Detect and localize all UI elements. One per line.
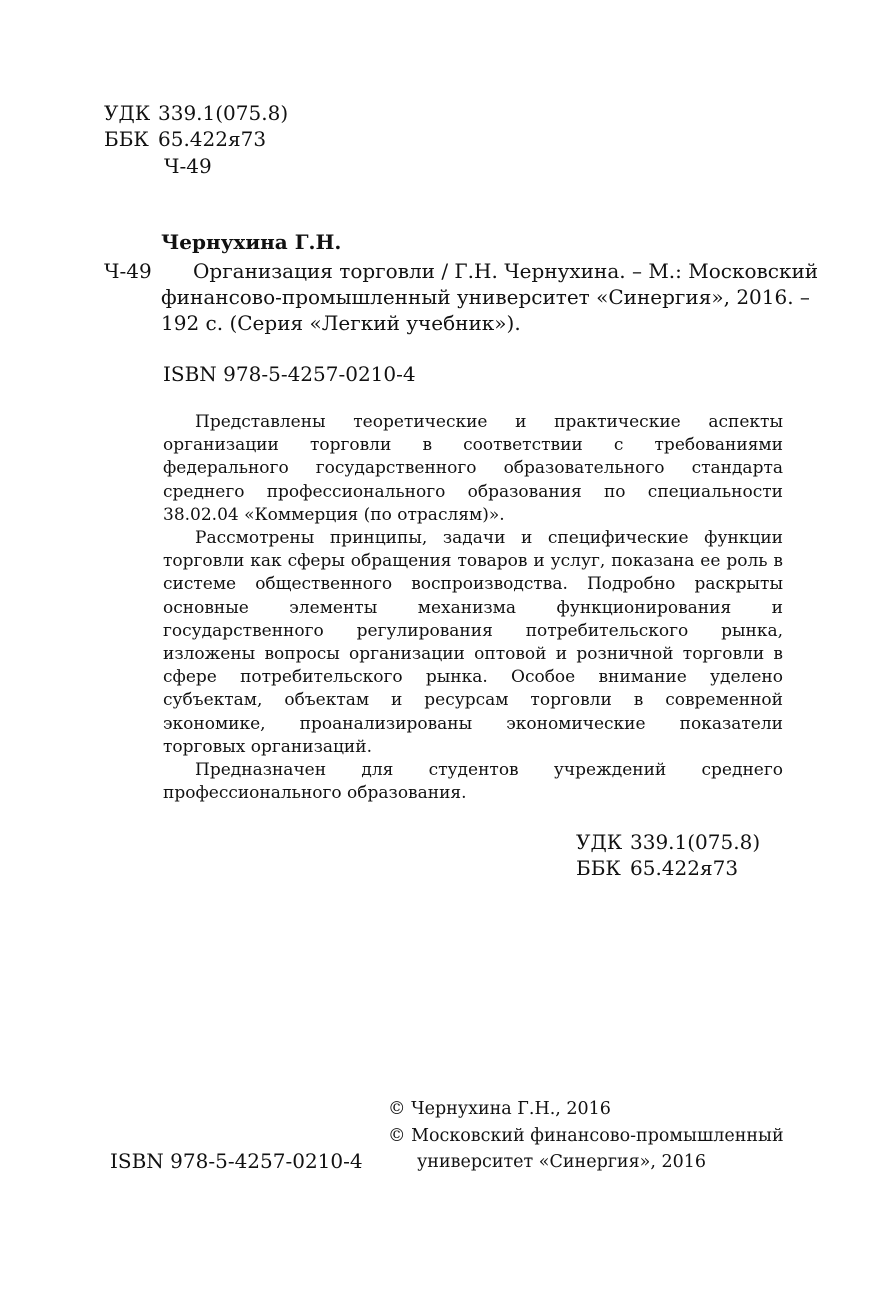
bottom-udk-line <box>576 829 760 855</box>
bottom-udk-value: 339.1(075.8) <box>630 830 761 854</box>
top-author-mark: Ч-49 <box>164 154 212 178</box>
copyright-publisher-line-2: университет «Синергия», 2016 <box>417 1152 707 1172</box>
top-udk-line <box>104 100 288 126</box>
top-bbk-value: 65.422я73 <box>158 127 267 151</box>
bottom-bbk-value: 65.422я73 <box>630 856 739 880</box>
title-line-1: Организация торговли / Г.Н. Чернухина. – М.: Московский <box>193 259 819 283</box>
title-line-2: финансово-промышленный университет «Синергия», 2016. – <box>161 285 810 309</box>
bottom-bbk-line <box>576 855 738 881</box>
annotation-paragraph-2: Рассмотрены принципы, задачи и специфические функции торговли как сферы обращения товаров и услуг, показана ее роль в системе общественного воспроизводства. Подробно раскрыты основные элементы механизма функционирования и государственного регулирования потребительского рынка, изложены вопросы организации оптовой и розничной торговли в сфере потребительского рынка. Особое внимание уделено субъектам, объектам и ресурсам торговли в современной экономике, проанализированы экономические показатели торговых организаций. <box>163 528 783 757</box>
top-bbk-line <box>104 126 266 152</box>
top-udk-label: УДК <box>104 101 151 125</box>
copyright-author: © Чернухина Г.Н., 2016 <box>388 1099 611 1119</box>
isbn-footer: ISBN 978-5-4257-0210-4 <box>110 1149 363 1173</box>
annotation <box>163 411 783 805</box>
copyright-publisher-line-1: © Московский финансово-промышленный <box>388 1126 784 1146</box>
bottom-udk-label: УДК <box>576 830 623 854</box>
title-line-3: 192 с. (Серия «Легкий учебник»). <box>161 311 521 335</box>
annotation-paragraph-3: Предназначен для студентов учреждений среднего профессионального образования. <box>163 760 783 804</box>
annotation-paragraph-1: Представлены теоретические и практические аспекты организации торговли в соответствии с требованиями федерального государственного образовательного стандарта среднего профессионального образования по специальности 38.02.04 «Коммерция (по отраслям)». <box>163 412 783 525</box>
top-udk-value: 339.1(075.8) <box>158 101 289 125</box>
isbn-main: ISBN 978-5-4257-0210-4 <box>163 362 416 386</box>
author-heading: Чернухина Г.Н. <box>161 230 342 254</box>
bottom-bbk-label: ББК <box>576 856 621 880</box>
author-mark: Ч-49 <box>104 259 152 283</box>
top-bbk-label: ББК <box>104 127 149 151</box>
